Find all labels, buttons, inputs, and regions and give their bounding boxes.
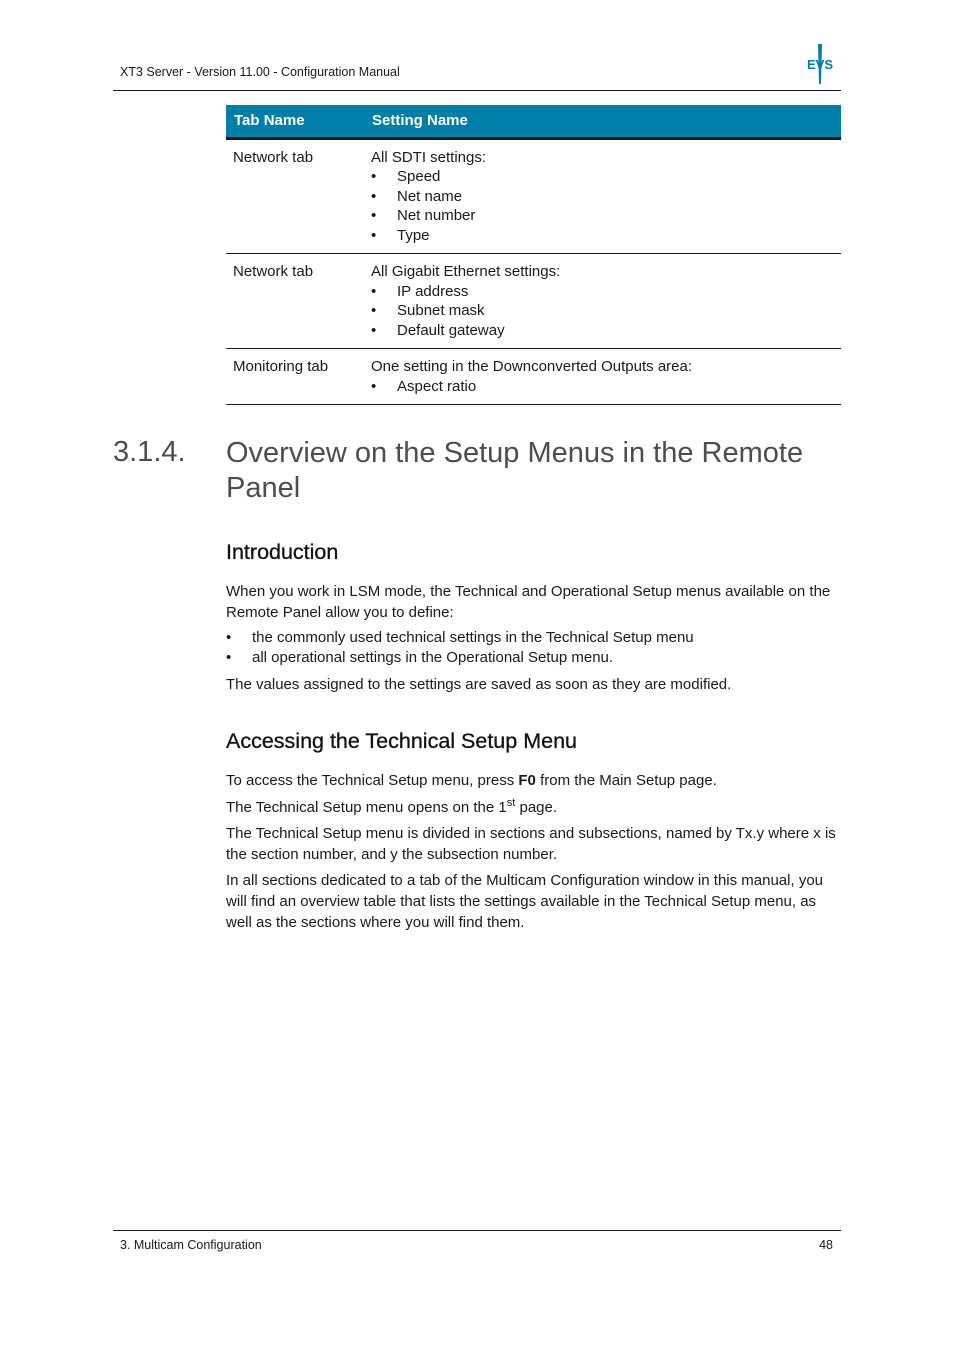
setting-intro: One setting in the Downconverted Outputs area:	[371, 358, 693, 375]
ordinal-suffix: st	[506, 797, 516, 809]
text-span: The Technical Setup menu opens on the 1	[226, 799, 507, 816]
introduction-bullet-list	[226, 628, 694, 668]
list-item: • Default gateway	[371, 321, 834, 341]
setting-name-cell	[364, 138, 841, 254]
tab-name-cell: Network tab	[226, 254, 364, 349]
key-name: F0	[518, 772, 536, 789]
text-span: page.	[515, 799, 558, 816]
list-item: • Subnet mask	[371, 301, 834, 321]
setting-list	[371, 282, 834, 341]
evs-logo-icon	[804, 44, 836, 84]
introduction-closing-paragraph: The values assigned to the settings are saved as soon as they are modified.	[226, 676, 732, 693]
page-number: 48	[819, 1238, 833, 1252]
text-span: from the Main Setup page.	[535, 772, 717, 789]
setting-list	[371, 167, 834, 245]
setting-intro: All Gigabit Ethernet settings:	[371, 263, 561, 280]
text-span: To access the Technical Setup menu, press	[226, 772, 519, 789]
list-item: • Net number	[371, 206, 834, 226]
footer-chapter: 3. Multicam Configuration	[120, 1238, 262, 1252]
introduction-paragraph: When you work in LSM mode, the Technical and Operational Setup menus available on the Remote Panel allow you to define:	[226, 583, 831, 621]
access-instruction-paragraph	[226, 770, 844, 791]
tab-name-cell: Network tab	[226, 138, 364, 254]
tab-name-cell: Monitoring tab	[226, 349, 364, 405]
menu-opens-paragraph	[226, 797, 844, 818]
accessing-heading: Accessing the Technical Setup Menu	[226, 729, 577, 753]
section-title: Overview on the Setup Menus in the Remote Panel	[226, 437, 804, 504]
setting-name-cell	[364, 349, 841, 405]
table-row	[226, 138, 841, 254]
sections-paragraph: The Technical Setup menu is divided in sections and subsections, named by Tx.y where x is the section number, and y the subsection number.	[226, 825, 836, 863]
list-item: • the commonly used technical settings in the Technical Setup menu	[226, 628, 694, 648]
table-row	[226, 349, 841, 405]
settings-table	[226, 105, 841, 405]
column-header-tab-name: Tab Name	[226, 105, 364, 138]
list-item: • Type	[371, 226, 834, 246]
introduction-heading: Introduction	[226, 540, 339, 564]
table-header-row	[226, 105, 841, 138]
setting-list	[371, 377, 834, 397]
section-number: 3.1.4.	[113, 436, 186, 468]
manual-title: XT3 Server - Version 11.00 - Configuration Manual	[120, 65, 400, 79]
list-item: • all operational settings in the Operational Setup menu.	[226, 648, 694, 668]
list-item: • Net name	[371, 187, 834, 207]
list-item: • Speed	[371, 167, 834, 187]
table-row	[226, 254, 841, 349]
column-header-setting-name: Setting Name	[364, 105, 841, 138]
logo-text: EVS	[806, 57, 834, 72]
header-rule	[113, 90, 841, 91]
setting-name-cell	[364, 254, 841, 349]
setting-intro: All SDTI settings:	[371, 148, 487, 166]
overview-paragraph: In all sections dedicated to a tab of the Multicam Configuration window in this manual, you will find an overview table that lists the settings available in the Technical Setup menu, as well as the sections where you will find them.	[226, 872, 823, 931]
list-item: • Aspect ratio	[371, 377, 834, 397]
footer-rule	[113, 1230, 841, 1231]
list-item: • IP address	[371, 282, 834, 302]
